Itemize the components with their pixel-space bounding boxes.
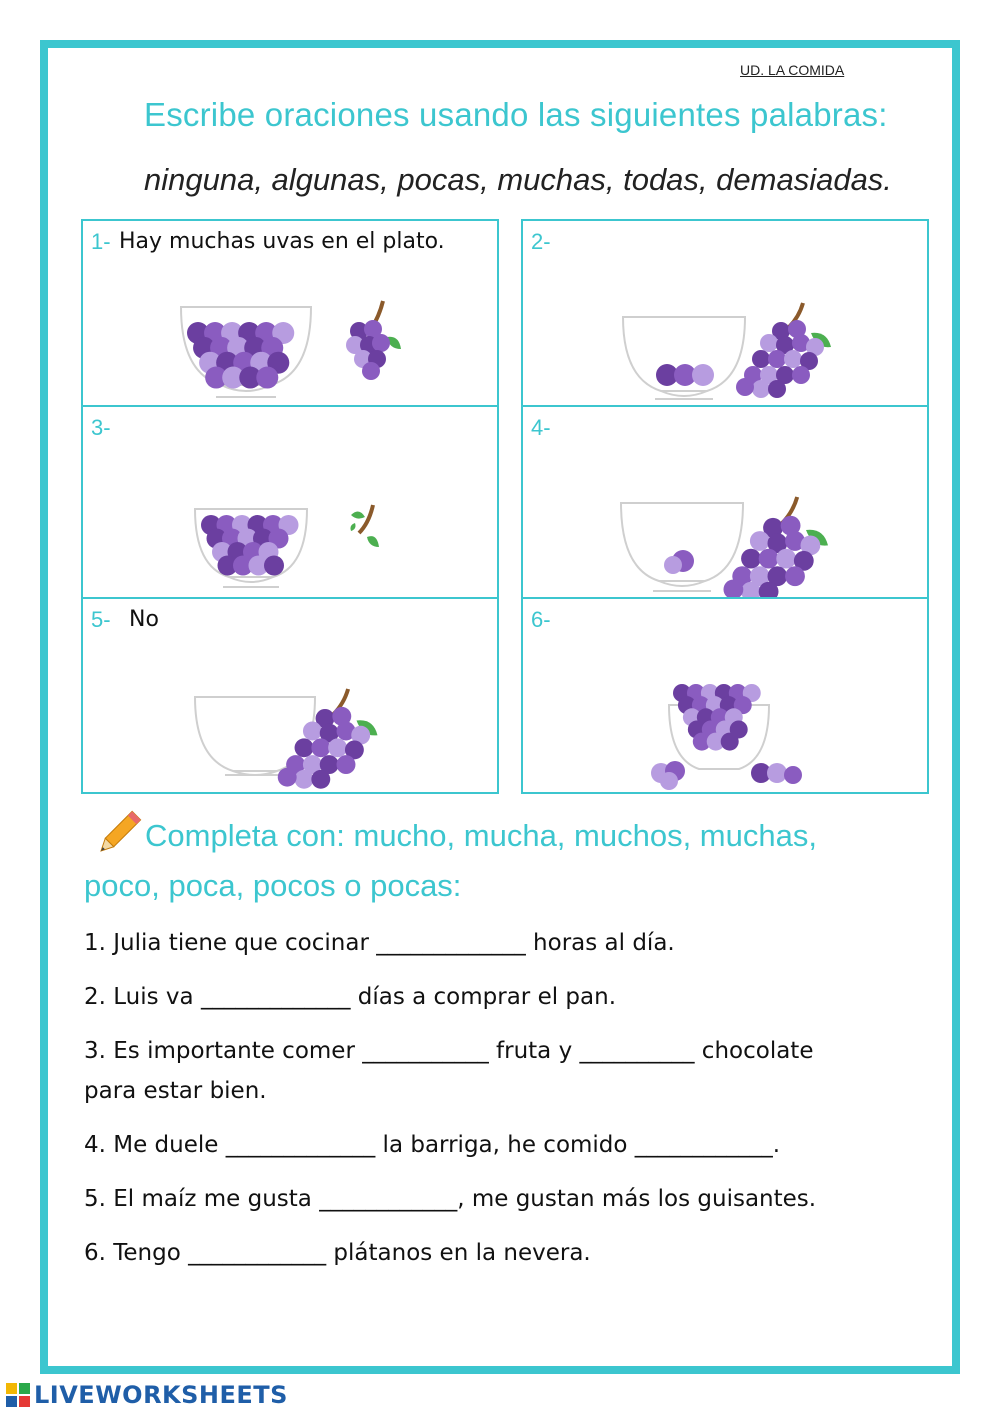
grid-cell-3 — [81, 405, 499, 599]
grape — [295, 770, 314, 789]
grid-cell-2 — [521, 219, 929, 407]
bowl-few-grapes-illustration — [523, 221, 931, 409]
grape — [721, 733, 739, 751]
cell-answer-5[interactable]: No — [129, 607, 159, 632]
grape — [692, 364, 714, 386]
grape — [784, 350, 802, 368]
cell-number: 3- — [91, 415, 111, 440]
brand-logo-icon — [6, 1383, 30, 1407]
grape — [752, 350, 770, 368]
cell-number: 4- — [531, 415, 551, 440]
grape — [362, 362, 380, 380]
sentence-5[interactable]: 5. El maíz me gusta ____________, me gustan más los guisantes. — [84, 1186, 817, 1212]
liveworksheets-logo[interactable] — [6, 1380, 288, 1410]
grape — [741, 549, 761, 569]
grape — [311, 770, 330, 789]
grid-cell-6 — [521, 597, 929, 794]
grape — [295, 738, 314, 757]
instruction-heading: Escribe oraciones usando las siguientes palabras: — [144, 96, 888, 133]
empty-bowl-grapes-outside-illustration — [83, 599, 501, 796]
grape — [768, 350, 786, 368]
cell-number: 6- — [531, 607, 551, 632]
grape — [264, 556, 284, 576]
grape — [303, 722, 322, 741]
grape — [760, 334, 778, 352]
grape — [792, 366, 810, 384]
bowl-full-stem-only-illustration — [83, 407, 501, 601]
section2-title-continued: poco, poca, pocos o pocas: — [84, 868, 462, 903]
grape — [328, 738, 347, 757]
bowl-one-grape-illustration — [523, 407, 931, 601]
sentence-4[interactable]: 4. Me duele _____________ la barriga, he comido ____________. — [84, 1132, 781, 1158]
overflowing-bowl-illustration — [523, 599, 931, 796]
unit-label: UD. LA COMIDA — [740, 62, 845, 78]
sentence-3-continued: para estar bien. — [84, 1078, 267, 1104]
grape — [278, 768, 297, 787]
grape — [311, 738, 330, 757]
grid-cell-4 — [521, 405, 929, 599]
grape — [736, 378, 754, 396]
brand-name: LIVEWORKSHEETS — [34, 1381, 288, 1409]
sentence-3[interactable]: 3. Es importante comer ___________ fruta y __________ chocolate — [84, 1038, 814, 1064]
cell-number: 1- — [91, 229, 111, 254]
grape — [372, 334, 390, 352]
sentence-2[interactable]: 2. Luis va _____________ días a comprar el pan. — [84, 984, 617, 1010]
grape — [750, 531, 770, 551]
grape — [768, 380, 786, 398]
sentence-1[interactable]: 1. Julia tiene que cocinar _____________ horas al día. — [84, 930, 675, 956]
sentence-6[interactable]: 6. Tengo ____________ plátanos en la nevera. — [84, 1240, 591, 1266]
grape — [759, 549, 779, 569]
grid-cell-1 — [81, 219, 499, 407]
grape — [752, 380, 770, 398]
grid-cell-5 — [81, 597, 499, 794]
section2-title: Completa con: mucho, mucha, muchos, muchas, — [145, 818, 817, 853]
pencil-icon — [90, 806, 146, 862]
cell-answer-1[interactable]: Hay muchas uvas en el plato. — [119, 229, 445, 254]
cell-number: 2- — [531, 229, 551, 254]
word-list: ninguna, algunas, pocas, muchas, todas, demasiadas. — [144, 162, 892, 197]
grape — [337, 755, 356, 774]
bowl-full-grapes-illustration — [83, 221, 501, 409]
grape — [776, 549, 796, 569]
grape — [256, 367, 278, 389]
cell-number: 5- — [91, 607, 111, 632]
grape — [785, 566, 805, 586]
